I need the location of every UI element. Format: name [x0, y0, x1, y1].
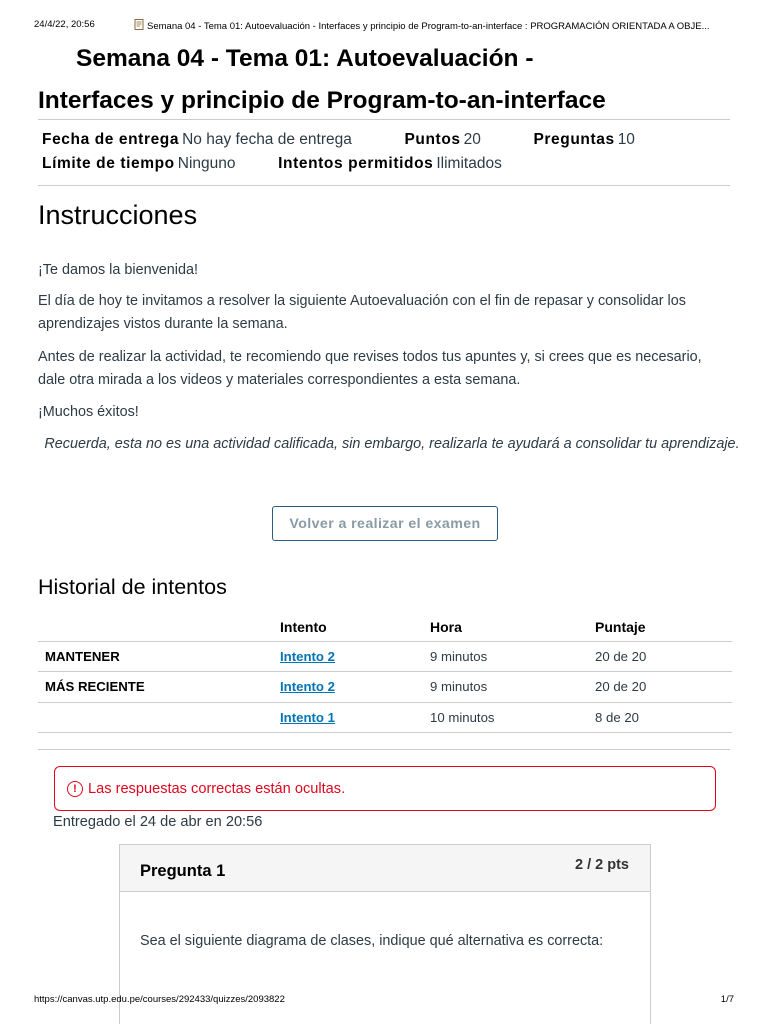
attempt-time: 9 minutos — [430, 672, 595, 703]
attempt-status — [38, 702, 280, 733]
instructions-paragraph-2: El día de hoy te invitamos a resolver la siguiente Autoevaluación con el fin de repasar y consolidar los aprendizajes vistos durante la semana. — [38, 293, 686, 332]
print-doc-title: Semana 04 - Tema 01: Autoevaluación - Interfaces y principio de Program-to-an-interface : PROGRAMACIÓN ORIENTADA A OBJE... — [134, 19, 710, 32]
attempt-status: MÁS RECIENTE — [38, 672, 280, 703]
attempt-history-heading: Historial de intentos — [38, 575, 227, 599]
instructions-paragraph-3: Antes de realizar la actividad, te recomiendo que revises todos tus apuntes y, si crees que es necesario, dale otra mirada a los videos y materiales correspondientes a esta semana. — [38, 349, 702, 388]
instructions-paragraph-4: ¡Muchos éxitos! — [38, 404, 139, 420]
page-title-line2: Interfaces y principio de Program-to-an-interface — [38, 87, 606, 114]
attempt-history-table — [38, 614, 732, 733]
instructions-paragraph-1: ¡Te damos la bienvenida! — [38, 262, 198, 278]
attempt-time: 10 minutos — [430, 702, 595, 733]
quiz-meta-row-2 — [42, 155, 502, 173]
quiz-meta-row-1 — [42, 131, 635, 149]
print-url: https://canvas.utp.edu.pe/courses/292433/quizzes/2093822 — [34, 994, 285, 1005]
column-header-attempt: Intento — [280, 619, 327, 636]
questions-label: Preguntas — [533, 131, 615, 148]
column-header-time: Hora — [430, 619, 462, 636]
attempt-score: 20 de 20 — [595, 641, 732, 672]
attempt-link[interactable]: Intento 2 — [280, 648, 335, 664]
print-datetime: 24/4/22, 20:56 — [34, 19, 95, 30]
instructions-note: Recuerda, esta no es una actividad calificada, sin embargo, realizarla te ayudará a consolidar tu aprendizaje. — [44, 436, 740, 452]
table-header-row — [38, 614, 732, 641]
attempt-link[interactable]: Intento 2 — [280, 679, 335, 695]
questions-value: 10 — [617, 131, 635, 148]
print-page-number: 1/7 — [720, 994, 734, 1005]
table-row — [38, 702, 732, 733]
attempt-score: 20 de 20 — [595, 672, 732, 703]
column-header-status — [38, 614, 280, 641]
divider — [38, 185, 730, 186]
divider — [38, 119, 730, 120]
submitted-timestamp: Entregado el 24 de abr en 20:56 — [53, 814, 263, 830]
points-label: Puntos — [404, 131, 461, 148]
warning-icon: ! — [67, 781, 83, 797]
instructions-heading: Instrucciones — [38, 200, 198, 230]
due-value: No hay fecha de entrega — [182, 131, 352, 148]
attempts-allowed-label: Intentos permitidos — [278, 155, 434, 172]
print-footer — [34, 994, 734, 1005]
time-limit-value: Ninguno — [177, 155, 236, 172]
question-title: Pregunta 1 — [140, 862, 226, 880]
column-header-score: Puntaje — [595, 619, 646, 636]
due-label: Fecha de entrega — [42, 131, 180, 148]
document-icon — [134, 19, 145, 30]
points-value: 20 — [463, 131, 481, 148]
attempt-score: 8 de 20 — [595, 702, 732, 733]
question-text: Sea el siguiente diagrama de clases, indique qué alternativa es correcta: — [140, 933, 604, 949]
attempt-link[interactable]: Intento 1 — [280, 709, 335, 725]
table-row — [38, 641, 732, 672]
retake-quiz-button[interactable]: Volver a realizar el examen — [272, 506, 498, 541]
table-row — [38, 672, 732, 703]
alert-text: Las respuestas correctas están ocultas. — [88, 780, 346, 797]
question-header — [120, 845, 650, 892]
attempts-allowed-value: Ilimitados — [436, 155, 502, 172]
question-points: 2 / 2 pts — [575, 857, 629, 873]
attempt-time: 9 minutos — [430, 641, 595, 672]
time-limit-label: Límite de tiempo — [42, 155, 175, 172]
hidden-answers-alert — [54, 766, 716, 811]
print-header — [34, 19, 734, 32]
divider — [38, 749, 730, 750]
page-title — [38, 38, 738, 122]
page-title-line1: Semana 04 - Tema 01: Autoevaluación - — [76, 45, 534, 72]
attempt-status: MANTENER — [38, 641, 280, 672]
